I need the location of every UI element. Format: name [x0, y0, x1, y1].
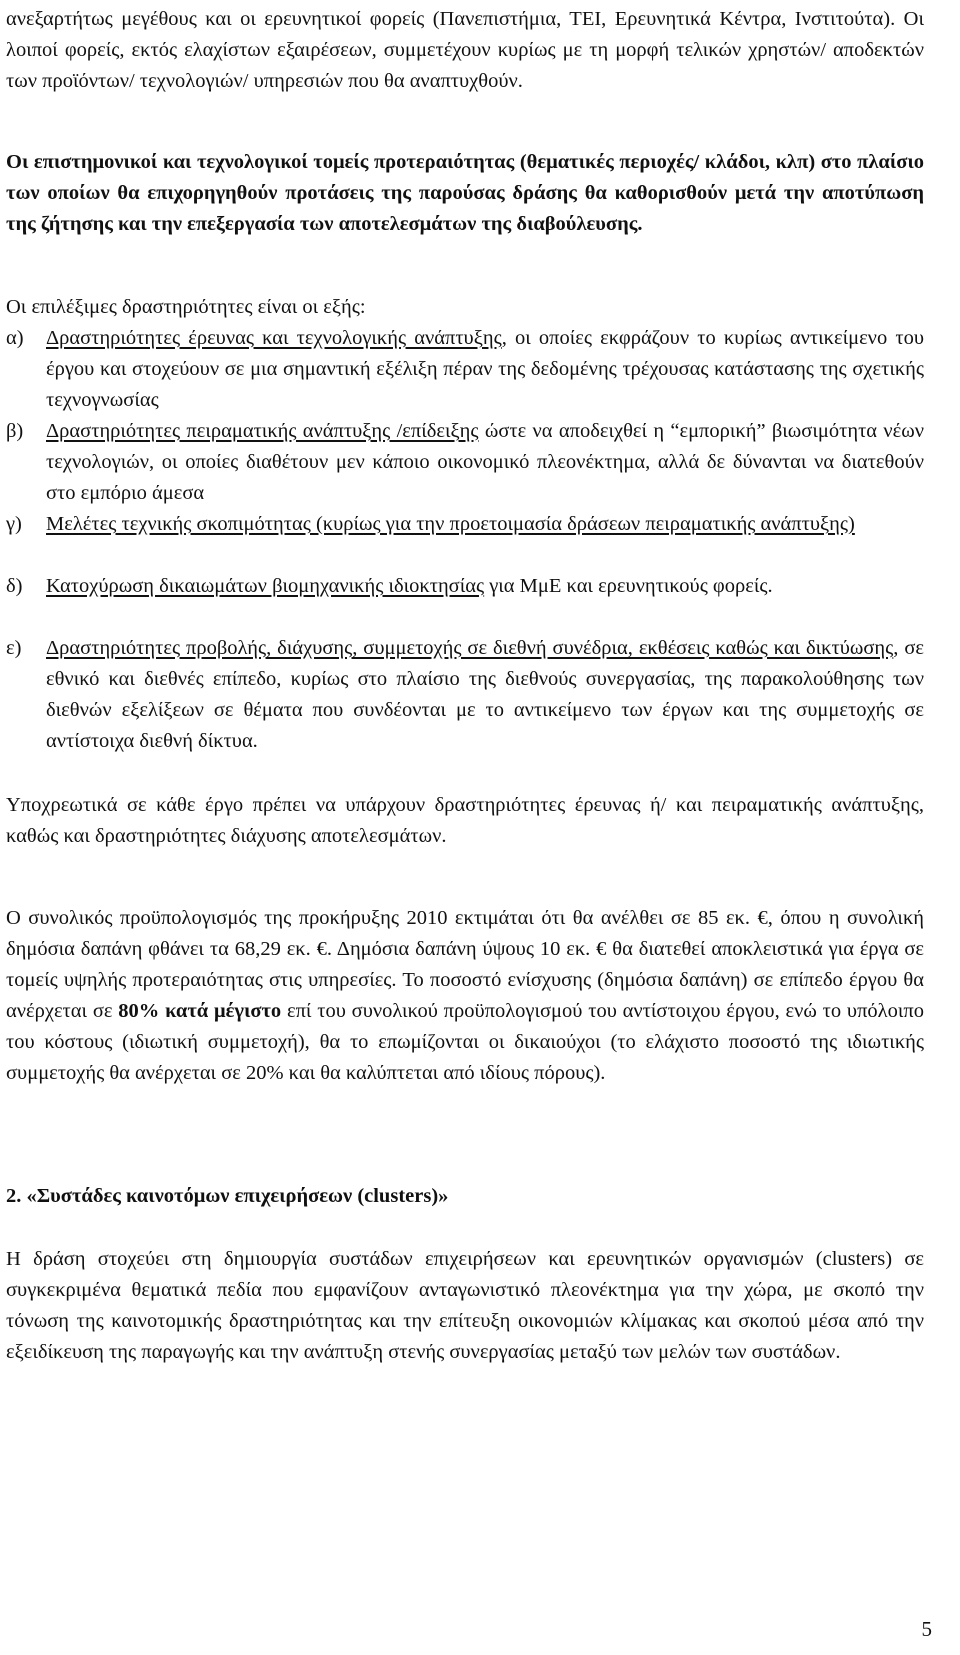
activity-title: Μελέτες τεχνικής σκοπιμότητας (κυρίως για την προετοιμασία δράσεων πειραματικής ανάπτυξης): [46, 513, 855, 535]
section-paragraph: Η δράση στοχεύει στη δημιουργία συστάδων επιχειρήσεων και ερευνητικών οργανισμών (clusters) σε συγκεκριμένα θεματικά πεδία που εμφανίζουν ανταγωνιστικό πλεονέκτημα για την χώρα, με σκοπό την τόνωση της καινοτομικής δραστηριότητας και την επίτευξη οικονομιών κλίμακας και σκοπού μέσα από την εξειδίκευση της παραγωγής και την ανάπτυξη στενής συνεργασίας μεταξύ των μελών των συστάδων.: [6, 1248, 924, 1363]
activity-item-b: [6, 416, 924, 509]
activity-body: [46, 571, 924, 602]
budget-text-start: Ο συνολικός προϋπολογισμός της προκήρυξης 2010 εκτιμάται ότι θα ανέλθει σε 85 εκ. €, όπου η συνολική δημόσια δαπάνη φθάνει τα 68,29 εκ. €. Δημόσια δαπάνη ύψους 10 εκ. € θα διατεθεί αποκλειστικά για έργα σε τομείς υψηλής προτεραιότητας στις υπηρεσίες. Το ποσοστό ενίσχυσης (δημόσια δαπάνη) σε επίπεδο έργου θα ανέρχεται σε: [6, 907, 924, 1022]
activity-body: [46, 633, 924, 757]
eligible-activities-intro: Οι επιλέξιμες δραστηριότητες είναι οι εξής:: [6, 296, 366, 318]
activity-text: για ΜμΕ και ερευνητικούς φορείς.: [484, 575, 773, 597]
mandatory-paragraph: Υποχρεωτικά σε κάθε έργο πρέπει να υπάρχουν δραστηριότητες έρευνας ή/ και πειραματικής ανάπτυξης, καθώς και δραστηριότητες διάχυσης αποτελεσμάτων.: [6, 794, 924, 847]
activity-text: , οι οποίες εκφράζουν το κυρίως αντικείμενο του έργου και στοχεύουν σε μια σημαντική εξέλιξη πέραν της δεδομένης τρέχουσας κατάστασης της σχετικής τεχνογνωσίας: [46, 327, 924, 411]
budget-paragraph: [6, 903, 924, 1089]
budget-text-end: επί του συνολικού προϋπολογισμού του αντίστοιχου έργου, ενώ το υπόλοιπο του κόστους (ιδιωτική συμμετοχή), θα το επωμίζονται οι δικαιούχοι (το ελάχιστο ποσοστό της ιδιωτικής συμμετοχής θα ανέρχεται σε 20% και θα καλύπτεται από ιδίους πόρους).: [6, 1000, 924, 1084]
activity-title: Κατοχύρωση δικαιωμάτων βιομηχανικής ιδιοκτησίας: [46, 575, 485, 597]
budget-max-rate: 80% κατά μέγιστο: [118, 1000, 282, 1022]
activity-body: [46, 416, 924, 509]
activity-marker: β): [6, 420, 24, 442]
page-number: 5: [921, 1617, 932, 1641]
activity-marker: α): [6, 327, 24, 349]
activity-text: ώστε να αποδειχθεί η “εμπορική” βιωσιμότητα νέων τεχνολογιών, οι οποίες διαθέτουν μεν κάποιο οικονομικό πλεονέκτημα, αλλά δε δύνανται να διατεθούν στο εμπόριο άμεσα: [46, 420, 924, 504]
activity-title: Δραστηριότητες προβολής, διάχυσης, συμμετοχής σε διεθνή συνέδρια, εκθέσεις καθώς και δικτύωσης: [46, 637, 894, 659]
activity-title: Δραστηριότητες πειραματικής ανάπτυξης /επίδειξης: [46, 420, 479, 442]
activity-item-a: [6, 323, 924, 416]
section-heading: 2. «Συστάδες καινοτόμων επιχειρήσεων (clusters)»: [6, 1185, 449, 1207]
activity-title: Δραστηριότητες έρευνας και τεχνολογικής ανάπτυξης: [46, 327, 502, 349]
activity-marker: ε): [6, 637, 22, 659]
priority-paragraph: Οι επιστημονικοί και τεχνολογικοί τομείς προτεραιότητας (θεματικές περιοχές/ κλάδοι, κλπ) στο πλαίσιο των οποίων θα επιχορηγηθούν προτάσεις της παρούσας δράσης θα καθορισθούν μετά την αποτύπωση της ζήτησης και την επεξεργασία των αποτελεσμάτων της διαβούλευσης.: [6, 151, 924, 235]
activity-item-d: [6, 571, 924, 602]
activity-marker: γ): [6, 513, 22, 535]
activity-marker: δ): [6, 575, 23, 597]
activity-item-c: [6, 509, 924, 540]
activity-body: [46, 509, 924, 540]
activity-body: [46, 323, 924, 416]
intro-paragraph: ανεξαρτήτως μεγέθους και οι ερευνητικοί φορείς (Πανεπιστήμια, ΤΕΙ, Ερευνητικά Κέντρα, Ινστιτούτα). Οι λοιποί φορείς, εκτός ελαχίστων εξαιρέσεων, συμμετέχουν κυρίως με τη μορφή τελικών χρηστών/ αποδεκτών των προϊόντων/ τεχνολογιών/ υπηρεσιών που θα αναπτυχθούν.: [6, 8, 924, 92]
activity-item-e: [6, 633, 924, 757]
activity-text: , σε εθνικό και διεθνές επίπεδο, κυρίως στο πλαίσιο της διεθνούς συνεργασίας, της παρακολούθησης των διεθνών εξελίξεων σε θέματα που συνδέονται με το αντικείμενο των έργων και της συμμετοχής σε αντίστοιχα διεθνή δίκτυα.: [46, 637, 924, 752]
